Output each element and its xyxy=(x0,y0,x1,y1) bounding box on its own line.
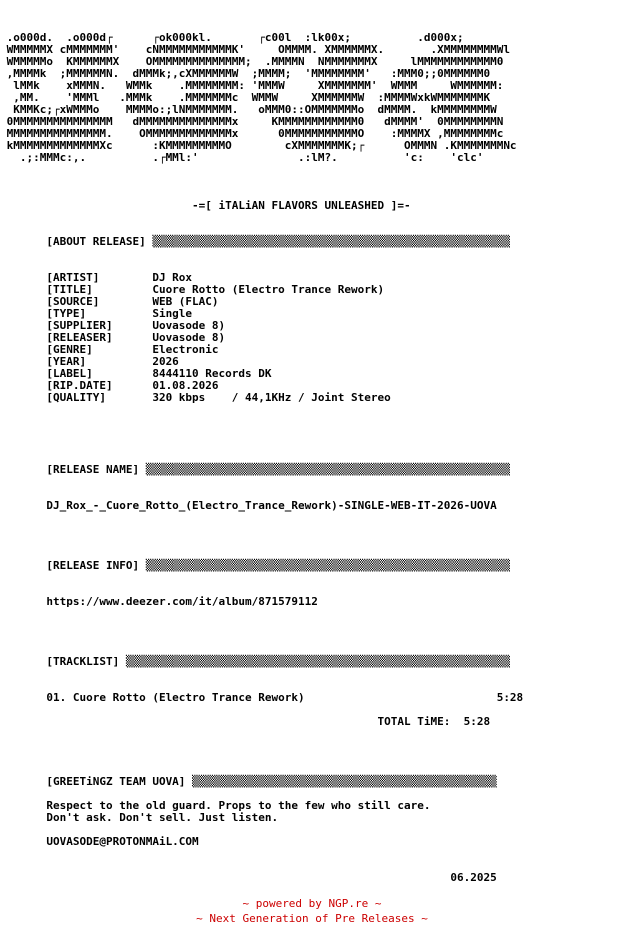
ascii-logo-line: WMMMMMX cMMMMMMM' cNMMMMMMMMMMMK' OMMMM. XMMMMMMX. .XMMMMMMMMWl xyxy=(0,43,510,56)
ascii-logo-line: .o000d. .o000d┌ ┌ok000kl. ┌c00l :lk00x; .d000x; xyxy=(0,31,464,44)
info-row-source: [SOURCE] WEB (FLAC) xyxy=(0,295,219,308)
info-row-type: [TYPE] Single xyxy=(0,307,193,320)
ascii-logo-line: MMMMMMMMMMMMMMM. OMMMMMMMMMMMMMx 0MMMMMMMMMMMO :MMMMX ,MMMMMMMMc xyxy=(0,127,504,140)
blank-line xyxy=(0,512,624,524)
ascii-logo-line: kMMMMMMMMMMMMMXc :KMMMMMMMMMO cXMMMMMMMK;┌ OMMMN .KMMMMMMMNc xyxy=(0,139,517,152)
tagline-footer: ~ Next Generation of Pre Releases ~ xyxy=(196,912,428,925)
blank-line xyxy=(0,728,624,740)
blank-line xyxy=(0,176,624,188)
blank-line xyxy=(0,740,624,752)
blank-line xyxy=(0,524,624,536)
release-name: DJ_Rox_-_Cuore_Rotto_(Electro_Trance_Rework)-SINGLE-WEB-IT-2026-UOVA xyxy=(0,499,497,512)
track-row: 01. Cuore Rotto (Electro Trance Rework) 5:28 xyxy=(0,691,524,704)
tagline: -=[ iTALiAN FLAVORS UNLEASHED ]=- xyxy=(0,199,411,212)
blank-line xyxy=(0,572,624,584)
blank-line xyxy=(0,632,624,644)
blank-line xyxy=(0,428,624,440)
ascii-logo-line: KMMKc;┌xWMMMo MMMMo:;lNMMMMMMM. oMMM0::OMMMMMMMo dMMMM. kMMMMMMMMW xyxy=(0,103,497,116)
powered-by-footer: ~ powered by NGP.re ~ xyxy=(242,897,382,910)
ascii-logo-line: WMMMMMo KMMMMMMX OMMMMMMMMMMMMMM; .MMMMN NMMMMMMMX lMMMMMMMMMMMM0 xyxy=(0,55,504,68)
section-header-about-release: [ABOUT RELEASE] ▒▒▒▒▒▒▒▒▒▒▒▒▒▒▒▒▒▒▒▒▒▒▒▒▒▒▒▒▒▒▒▒▒▒▒▒▒▒▒▒▒▒▒▒▒▒▒▒▒▒▒▒▒▒ xyxy=(0,235,510,248)
info-row-rip-date: [RIP.DATE] 01.08.2026 xyxy=(0,379,219,392)
nfo-text-block xyxy=(0,32,624,884)
info-row-releaser: [RELEASER] Uovasode 8) xyxy=(0,331,226,344)
info-row-label: [LABEL] 8444110 Records DK xyxy=(0,367,272,380)
contact-email: UOVASODE@PROTONMAiL.COM xyxy=(0,835,199,848)
blank-line xyxy=(0,536,624,548)
section-header-release-info: [RELEASE INFO] ▒▒▒▒▒▒▒▒▒▒▒▒▒▒▒▒▒▒▒▒▒▒▒▒▒▒▒▒▒▒▒▒▒▒▒▒▒▒▒▒▒▒▒▒▒▒▒▒▒▒▒▒▒▒▒ xyxy=(0,559,510,572)
info-row-artist: [ARTIST] DJ Rox xyxy=(0,271,193,284)
ascii-logo-line: lMMk xMMMN. WMMk .MMMMMMMM: 'MMMW XMMMMMMM' WMMM WMMMMMM: xyxy=(0,79,504,92)
section-header-release-name: [RELEASE NAME] ▒▒▒▒▒▒▒▒▒▒▒▒▒▒▒▒▒▒▒▒▒▒▒▒▒▒▒▒▒▒▒▒▒▒▒▒▒▒▒▒▒▒▒▒▒▒▒▒▒▒▒▒▒▒▒ xyxy=(0,463,510,476)
blank-line xyxy=(0,164,624,176)
ascii-logo-line: .;:MMMc:,. .┌MMl:' .:lM?. 'c: 'clc' xyxy=(0,151,484,164)
ascii-logo-line: ,MMMMk ;MMMMMMN. dMMMk;,cXMMMMMMW ;MMMM; 'MMMMMMMM' :MMM0;;0MMMMMM0 xyxy=(0,67,491,80)
greetings-text: Don't ask. Don't sell. Just listen. xyxy=(0,811,279,824)
blank-line xyxy=(0,752,624,764)
info-row-supplier: [SUPPLIER] Uovasode 8) xyxy=(0,319,226,332)
info-row-quality: [QUALITY] 320 kbps / 44,1KHz / Joint Stereo xyxy=(0,391,391,404)
blank-line xyxy=(0,440,624,452)
nfo-date: 06.2025 xyxy=(0,871,497,884)
blank-line xyxy=(0,248,624,260)
greetings-text: Respect to the old guard. Props to the few who still care. xyxy=(0,799,431,812)
info-row-year: [YEAR] 2026 xyxy=(0,355,179,368)
blank-line xyxy=(0,668,624,680)
info-row-title: [TITLE] Cuore Rotto (Electro Trance Rework) xyxy=(0,283,385,296)
blank-line xyxy=(0,212,624,224)
total-time: TOTAL TiME: 5:28 xyxy=(0,715,491,728)
section-header-greetings: [GREETiNGZ TEAM UOVA] ▒▒▒▒▒▒▒▒▒▒▒▒▒▒▒▒▒▒▒▒▒▒▒▒▒▒▒▒▒▒▒▒▒▒▒▒▒▒▒▒▒▒▒▒▒▒ xyxy=(0,775,497,788)
blank-line xyxy=(0,416,624,428)
ascii-logo-line: ,MM. 'MMMl .MMMk .MMMMMMMc WMMW XMMMMMMW :MMMMWxkWMMMMMMMK xyxy=(0,91,491,104)
blank-line xyxy=(0,608,624,620)
blank-line xyxy=(0,476,624,488)
ascii-logo-line: 0MMMMMMMMMMMMMMM dMMMMMMMMMMMMMMx KMMMMMMMMMMMM0 dMMMM' 0MMMMMMMMN xyxy=(0,115,504,128)
blank-line xyxy=(0,848,624,860)
blank-line xyxy=(0,620,624,632)
section-header-tracklist: [TRACKLIST] ▒▒▒▒▒▒▒▒▒▒▒▒▒▒▒▒▒▒▒▒▒▒▒▒▒▒▒▒▒▒▒▒▒▒▒▒▒▒▒▒▒▒▒▒▒▒▒▒▒▒▒▒▒▒▒▒▒▒ xyxy=(0,655,510,668)
release-info-url: https://www.deezer.com/it/album/871579112 xyxy=(0,595,318,608)
info-row-genre: [GENRE] Electronic xyxy=(0,343,219,356)
blank-line xyxy=(0,404,624,416)
